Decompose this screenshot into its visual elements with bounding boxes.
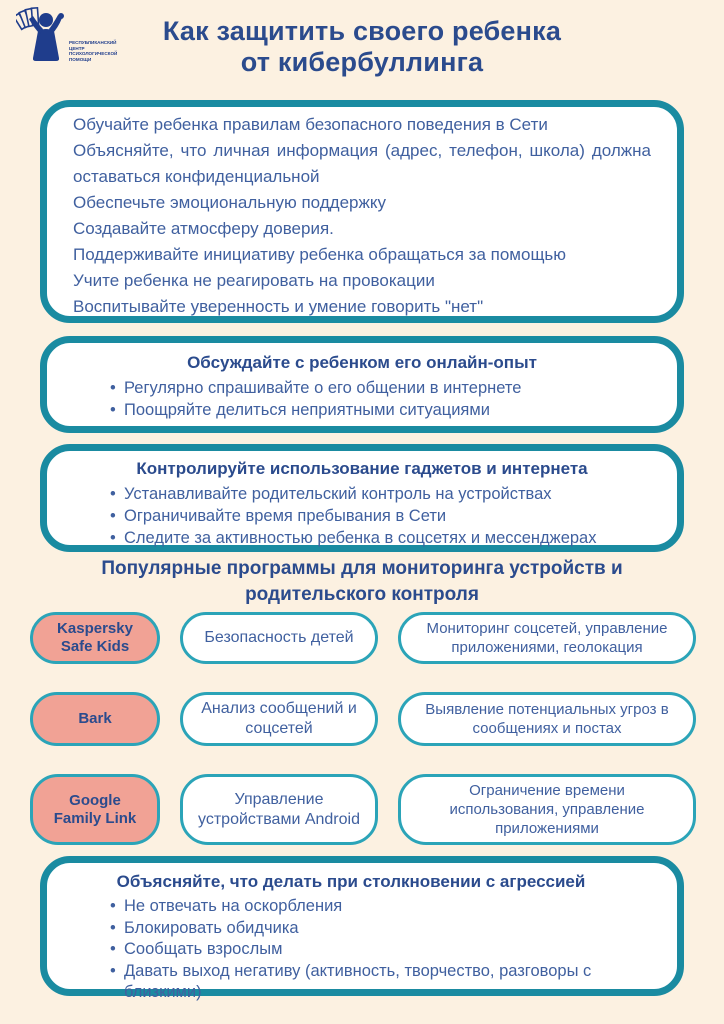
page-title-line2: от кибербуллинга — [240, 47, 484, 77]
program-features-pill: Мониторинг соцсетей, управление приложениями, геолокация — [398, 612, 696, 664]
bullet-list — [71, 896, 631, 1004]
bullet-item: • Устанавливайте родительский контроль на устройствах — [109, 483, 647, 505]
bullet-item: • Сообщать взрослым — [109, 939, 625, 961]
page-title — [0, 16, 724, 78]
safety-tips-box — [40, 100, 684, 323]
box-title: Объясняйте, что делать при столкновении с агрессией — [116, 872, 586, 891]
programs-table — [30, 612, 696, 873]
box-title: Обсуждайте с ребенком его онлайн-опыт — [187, 353, 537, 372]
page-title-line1: Как защитить своего ребенка — [162, 16, 562, 46]
program-row-google-family-link — [30, 774, 696, 845]
box-title: Контролируйте использование гаджетов и интернета — [136, 459, 588, 478]
bullet-item: • Ограничивайте время пребывания в Сети — [109, 505, 647, 527]
bullet-item: • Блокировать обидчика — [109, 918, 625, 940]
tip-line: Воспитывайте уверенность и умение говорить "нет" — [73, 297, 484, 316]
tip-line: Поддерживайте инициативу ребенка обращаться за помощью — [73, 245, 567, 264]
program-name-pill: Bark — [30, 692, 160, 746]
bullet-item: • Регулярно спрашивайте о его общении в интернете — [109, 377, 647, 399]
bullet-item: • Не отвечать на оскорбления — [109, 896, 625, 918]
program-purpose-pill: Управление устройствами Android — [180, 774, 378, 845]
program-row-bark — [30, 692, 696, 746]
tip-line: Создавайте атмосферу доверия. — [73, 219, 334, 238]
bullet-list — [71, 377, 653, 421]
program-row-kaspersky — [30, 612, 696, 664]
programs-section-heading: Популярные программы для мониторинга устройств и родительского контроля — [101, 558, 623, 605]
bullet-list — [71, 483, 653, 549]
bullet-item: • Поощряйте делиться неприятными ситуациями — [109, 399, 647, 421]
org-name-text: РЕСПУБЛИКАНСКИЙ ЦЕНТР ПСИХОЛОГИЧЕСКОЙ ПОМОЩИ — [69, 40, 118, 62]
tip-line: Учите ребенка не реагировать на провокации — [73, 271, 435, 290]
control-gadgets-box — [40, 444, 684, 552]
tip-line: Обучайте ребенка правилам безопасного поведения в Сети — [73, 115, 548, 134]
program-name-pill: Kaspersky Safe Kids — [30, 612, 160, 664]
program-features-pill: Выявление потенциальных угроз в сообщениях и постах — [398, 692, 696, 746]
aggression-response-box — [40, 856, 684, 1001]
tip-line: Объясняйте, что личная информация (адрес, телефон, школа) должна оставаться конфиденциальной — [73, 141, 651, 186]
tip-line: Обеспечьте эмоциональную поддержку — [73, 193, 386, 212]
program-purpose-pill: Анализ сообщений и соцсетей — [180, 692, 378, 746]
program-name-pill: Google Family Link — [30, 774, 160, 845]
program-purpose-pill: Безопасность детей — [180, 612, 378, 664]
bullet-item: • Следите за активностью ребенка в соцсетях и мессенджерах — [109, 527, 647, 549]
discuss-online-experience-box — [40, 336, 684, 433]
program-features-pill: Ограничение времени использования, управление приложениями — [398, 774, 696, 845]
bullet-item: • Давать выход негативу (активность, творчество, разговоры с близкими) — [109, 961, 625, 1004]
